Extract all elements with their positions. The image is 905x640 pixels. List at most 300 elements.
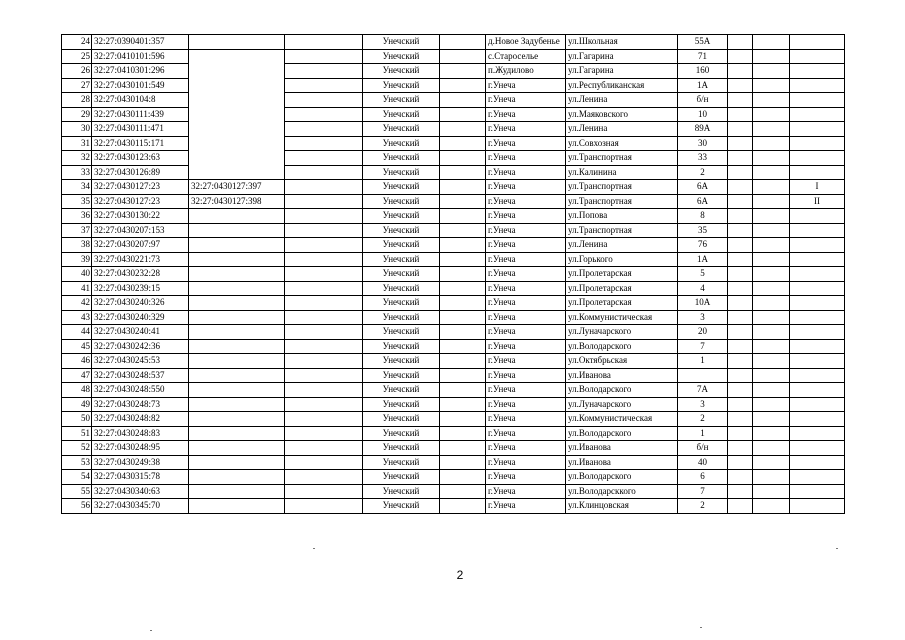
settlement-cell: г.Унеча: [486, 310, 566, 325]
row-number-cell: 39: [62, 252, 92, 267]
row-number-cell: 27: [62, 78, 92, 93]
related-number-cell: [189, 499, 285, 514]
street-cell: ул.Коммунистическая: [566, 310, 678, 325]
settlement-cell: г.Унеча: [486, 455, 566, 470]
empty-cell: [285, 122, 363, 137]
empty-cell: [285, 35, 363, 50]
empty-cell: [753, 136, 790, 151]
row-number-cell: 29: [62, 107, 92, 122]
empty-cell: [728, 267, 753, 282]
cadastral-number-cell: 32:27:0430123:63: [92, 151, 189, 166]
district-cell: Унечский: [363, 296, 440, 311]
table-row: [62, 49, 845, 64]
empty-cell: [753, 310, 790, 325]
row-number-cell: 34: [62, 180, 92, 195]
empty-cell: [440, 383, 486, 398]
related-number-cell: [189, 426, 285, 441]
empty-cell: [285, 484, 363, 499]
empty-cell: [440, 499, 486, 514]
related-number-cell: [189, 455, 285, 470]
street-cell: ул.Попова: [566, 209, 678, 224]
empty-cell: [728, 93, 753, 108]
house-number-cell: 6А: [678, 194, 728, 209]
empty-cell: [753, 383, 790, 398]
empty-cell: [728, 455, 753, 470]
mark-cell: [790, 470, 845, 485]
street-cell: ул.Гагарина: [566, 49, 678, 64]
cadastral-number-cell: 32:27:0430111:439: [92, 107, 189, 122]
street-cell: ул.Октябрьская: [566, 354, 678, 369]
empty-cell: [285, 194, 363, 209]
row-number-cell: 45: [62, 339, 92, 354]
empty-cell: [285, 49, 363, 64]
house-number-cell: 76: [678, 238, 728, 253]
empty-cell: [285, 354, 363, 369]
street-cell: ул.Ленина: [566, 238, 678, 253]
house-number-cell: б/н: [678, 441, 728, 456]
scan-speck: [150, 630, 152, 631]
settlement-cell: г.Унеча: [486, 397, 566, 412]
house-number-cell: 3: [678, 310, 728, 325]
row-number-cell: 44: [62, 325, 92, 340]
settlement-cell: г.Унеча: [486, 281, 566, 296]
district-cell: Унечский: [363, 252, 440, 267]
settlement-cell: г.Унеча: [486, 136, 566, 151]
house-number-cell: 160: [678, 64, 728, 79]
empty-cell: [728, 180, 753, 195]
house-number-cell: 6: [678, 470, 728, 485]
house-number-cell: 55А: [678, 35, 728, 50]
empty-cell: [728, 223, 753, 238]
district-cell: Унечский: [363, 267, 440, 282]
related-number-cell: [189, 325, 285, 340]
empty-cell: [285, 368, 363, 383]
empty-cell: [440, 49, 486, 64]
empty-cell: [440, 339, 486, 354]
empty-cell: [753, 441, 790, 456]
settlement-cell: г.Унеча: [486, 383, 566, 398]
street-cell: ул.Маяковского: [566, 107, 678, 122]
settlement-cell: г.Унеча: [486, 223, 566, 238]
empty-cell: [285, 325, 363, 340]
empty-cell: [753, 107, 790, 122]
table-row: [62, 383, 845, 398]
district-cell: Унечский: [363, 93, 440, 108]
table-row: [62, 64, 845, 79]
mark-cell: [790, 412, 845, 427]
registry-table: [61, 34, 845, 514]
empty-cell: [285, 238, 363, 253]
table-row: [62, 107, 845, 122]
street-cell: ул.Транспортная: [566, 223, 678, 238]
empty-cell: [440, 136, 486, 151]
row-number-cell: 47: [62, 368, 92, 383]
row-number-cell: 24: [62, 35, 92, 50]
mark-cell: [790, 368, 845, 383]
settlement-cell: г.Унеча: [486, 354, 566, 369]
cadastral-number-cell: 32:27:0430248:95: [92, 441, 189, 456]
cadastral-number-cell: 32:27:0430239:15: [92, 281, 189, 296]
house-number-cell: 10: [678, 107, 728, 122]
settlement-cell: г.Унеча: [486, 165, 566, 180]
cadastral-number-cell: 32:27:0390401:357: [92, 35, 189, 50]
empty-cell: [728, 383, 753, 398]
house-number-cell: 20: [678, 325, 728, 340]
cadastral-number-cell: 32:27:0410301:296: [92, 64, 189, 79]
street-cell: ул.Школьная: [566, 35, 678, 50]
empty-cell: [440, 107, 486, 122]
settlement-cell: г.Унеча: [486, 107, 566, 122]
mark-cell: [790, 93, 845, 108]
district-cell: Унечский: [363, 49, 440, 64]
empty-cell: [285, 267, 363, 282]
table-row: [62, 252, 845, 267]
related-number-cell: [189, 35, 285, 50]
empty-cell: [440, 426, 486, 441]
page-number: 2: [456, 568, 464, 582]
street-cell: ул.Володарсккого: [566, 484, 678, 499]
cadastral-number-cell: 32:27:0430248:537: [92, 368, 189, 383]
house-number-cell: 8: [678, 209, 728, 224]
street-cell: ул.Калинина: [566, 165, 678, 180]
mark-cell: [790, 136, 845, 151]
district-cell: Унечский: [363, 107, 440, 122]
district-cell: Унечский: [363, 78, 440, 93]
empty-cell: [728, 281, 753, 296]
table-row: [62, 267, 845, 282]
settlement-cell: г.Унеча: [486, 426, 566, 441]
empty-cell: [753, 35, 790, 50]
empty-cell: [753, 64, 790, 79]
empty-cell: [285, 252, 363, 267]
row-number-cell: 30: [62, 122, 92, 137]
row-number-cell: 46: [62, 354, 92, 369]
house-number-cell: 35: [678, 223, 728, 238]
table-row: [62, 499, 845, 514]
row-number-cell: 56: [62, 499, 92, 514]
row-number-cell: 26: [62, 64, 92, 79]
empty-cell: [285, 339, 363, 354]
empty-cell: [285, 426, 363, 441]
house-number-cell: 1А: [678, 78, 728, 93]
table-row: [62, 151, 845, 166]
cadastral-number-cell: 32:27:0430126:89: [92, 165, 189, 180]
street-cell: ул.Луначарского: [566, 325, 678, 340]
empty-cell: [728, 397, 753, 412]
empty-cell: [728, 470, 753, 485]
empty-cell: [440, 397, 486, 412]
district-cell: Унечский: [363, 484, 440, 499]
district-cell: Унечский: [363, 122, 440, 137]
cadastral-number-cell: 32:27:0430240:326: [92, 296, 189, 311]
empty-cell: [285, 499, 363, 514]
table-row: [62, 165, 845, 180]
street-cell: ул.Иванова: [566, 441, 678, 456]
street-cell: ул.Горького: [566, 252, 678, 267]
empty-cell: [440, 470, 486, 485]
district-cell: Унечский: [363, 455, 440, 470]
empty-cell: [728, 122, 753, 137]
empty-cell: [753, 354, 790, 369]
mark-cell: [790, 383, 845, 398]
empty-cell: [753, 484, 790, 499]
cadastral-number-cell: 32:27:0430207:97: [92, 238, 189, 253]
mark-cell: [790, 484, 845, 499]
empty-cell: [753, 426, 790, 441]
mark-cell: [790, 165, 845, 180]
table-row: [62, 93, 845, 108]
empty-cell: [728, 165, 753, 180]
district-cell: Унечский: [363, 151, 440, 166]
street-cell: ул.Пролетарская: [566, 296, 678, 311]
empty-cell: [440, 325, 486, 340]
table-row: [62, 194, 845, 209]
related-number-cell: [189, 441, 285, 456]
table-row: [62, 339, 845, 354]
empty-cell: [440, 368, 486, 383]
table-row: [62, 368, 845, 383]
house-number-cell: [678, 368, 728, 383]
house-number-cell: 7А: [678, 383, 728, 398]
house-number-cell: 2: [678, 165, 728, 180]
settlement-cell: с.Староселье: [486, 49, 566, 64]
empty-cell: [753, 209, 790, 224]
empty-cell: [440, 194, 486, 209]
empty-cell: [753, 180, 790, 195]
empty-cell: [440, 64, 486, 79]
cadastral-number-cell: 32:27:0430104:8: [92, 93, 189, 108]
empty-cell: [728, 354, 753, 369]
district-cell: Унечский: [363, 339, 440, 354]
row-number-cell: 53: [62, 455, 92, 470]
row-number-cell: 37: [62, 223, 92, 238]
empty-cell: [285, 180, 363, 195]
settlement-cell: г.Унеча: [486, 325, 566, 340]
district-cell: Унечский: [363, 238, 440, 253]
table-row: [62, 455, 845, 470]
table-row: [62, 310, 845, 325]
district-cell: Унечский: [363, 223, 440, 238]
empty-cell: [285, 412, 363, 427]
table-row: [62, 122, 845, 137]
mark-cell: I: [790, 180, 845, 195]
street-cell: ул.Ленина: [566, 93, 678, 108]
empty-cell: [753, 455, 790, 470]
related-number-cell: [189, 354, 285, 369]
district-cell: Унечский: [363, 194, 440, 209]
row-number-cell: 48: [62, 383, 92, 398]
row-number-cell: 38: [62, 238, 92, 253]
row-number-cell: 35: [62, 194, 92, 209]
street-cell: ул.Коммунистическая: [566, 412, 678, 427]
empty-cell: [440, 35, 486, 50]
street-cell: ул.Пролетарская: [566, 267, 678, 282]
empty-cell: [728, 484, 753, 499]
empty-cell: [753, 412, 790, 427]
empty-cell: [728, 107, 753, 122]
empty-cell: [440, 296, 486, 311]
empty-cell: [728, 136, 753, 151]
empty-cell: [440, 455, 486, 470]
empty-cell: [728, 49, 753, 64]
cadastral-number-cell: 32:27:0430248:82: [92, 412, 189, 427]
mark-cell: [790, 499, 845, 514]
empty-cell: [728, 296, 753, 311]
district-cell: Унечский: [363, 426, 440, 441]
empty-cell: [753, 223, 790, 238]
empty-cell: [440, 484, 486, 499]
cadastral-number-cell: 32:27:0430111:471: [92, 122, 189, 137]
house-number-cell: 10А: [678, 296, 728, 311]
house-number-cell: 6А: [678, 180, 728, 195]
empty-cell: [753, 252, 790, 267]
related-number-cell: [189, 267, 285, 282]
mark-cell: [790, 223, 845, 238]
empty-cell: [440, 180, 486, 195]
table-row: [62, 412, 845, 427]
related-number-cell: [189, 310, 285, 325]
empty-cell: [285, 209, 363, 224]
district-cell: Унечский: [363, 412, 440, 427]
settlement-cell: г.Унеча: [486, 484, 566, 499]
empty-cell: [753, 165, 790, 180]
cadastral-number-cell: 32:27:0430340:63: [92, 484, 189, 499]
mark-cell: [790, 339, 845, 354]
empty-cell: [728, 339, 753, 354]
settlement-cell: г.Унеча: [486, 122, 566, 137]
house-number-cell: 5: [678, 267, 728, 282]
cadastral-number-cell: 32:27:0430130:22: [92, 209, 189, 224]
street-cell: ул.Луначарского: [566, 397, 678, 412]
cadastral-number-cell: 32:27:0430245:53: [92, 354, 189, 369]
table-row: [62, 180, 845, 195]
house-number-cell: 30: [678, 136, 728, 151]
district-cell: Унечский: [363, 281, 440, 296]
empty-cell: [753, 93, 790, 108]
table-row: [62, 223, 845, 238]
cadastral-number-cell: 32:27:0430127:23: [92, 194, 189, 209]
district-cell: Унечский: [363, 354, 440, 369]
empty-cell: [753, 151, 790, 166]
mark-cell: II: [790, 194, 845, 209]
row-number-cell: 42: [62, 296, 92, 311]
empty-cell: [285, 107, 363, 122]
settlement-cell: г.Унеча: [486, 368, 566, 383]
related-number-cell: [189, 209, 285, 224]
street-cell: ул.Ленина: [566, 122, 678, 137]
cadastral-number-cell: 32:27:0430248:550: [92, 383, 189, 398]
empty-cell: [753, 238, 790, 253]
mark-cell: [790, 209, 845, 224]
mark-cell: [790, 325, 845, 340]
empty-cell: [753, 78, 790, 93]
empty-cell: [285, 470, 363, 485]
cadastral-number-cell: 32:27:0430221:73: [92, 252, 189, 267]
empty-cell: [285, 93, 363, 108]
mark-cell: [790, 238, 845, 253]
house-number-cell: 1: [678, 354, 728, 369]
cadastral-number-cell: 32:27:0430248:73: [92, 397, 189, 412]
mark-cell: [790, 281, 845, 296]
settlement-cell: п.Жудилово: [486, 64, 566, 79]
related-number-cell: [189, 238, 285, 253]
empty-cell: [728, 238, 753, 253]
settlement-cell: г.Унеча: [486, 151, 566, 166]
street-cell: ул.Володарского: [566, 383, 678, 398]
street-cell: ул.Володарского: [566, 426, 678, 441]
empty-cell: [440, 252, 486, 267]
related-number-cell: [189, 252, 285, 267]
mark-cell: [790, 35, 845, 50]
cadastral-number-cell: 32:27:0430240:329: [92, 310, 189, 325]
empty-cell: [440, 267, 486, 282]
related-number-cell: [189, 484, 285, 499]
mark-cell: [790, 441, 845, 456]
district-cell: Унечский: [363, 368, 440, 383]
street-cell: ул.Гагарина: [566, 64, 678, 79]
house-number-cell: 3: [678, 397, 728, 412]
settlement-cell: г.Унеча: [486, 252, 566, 267]
table-row: [62, 136, 845, 151]
empty-cell: [440, 122, 486, 137]
street-cell: ул.Клинцовская: [566, 499, 678, 514]
empty-cell: [728, 78, 753, 93]
settlement-cell: г.Унеча: [486, 441, 566, 456]
empty-cell: [753, 397, 790, 412]
empty-cell: [285, 296, 363, 311]
district-cell: Унечский: [363, 397, 440, 412]
empty-cell: [728, 426, 753, 441]
related-number-cell: [189, 397, 285, 412]
related-number-cell: [189, 470, 285, 485]
house-number-cell: 7: [678, 339, 728, 354]
mark-cell: [790, 107, 845, 122]
row-number-cell: 32: [62, 151, 92, 166]
empty-cell: [753, 499, 790, 514]
district-cell: Унечский: [363, 325, 440, 340]
row-number-cell: 51: [62, 426, 92, 441]
empty-cell: [753, 194, 790, 209]
district-cell: Унечский: [363, 35, 440, 50]
table-row: [62, 470, 845, 485]
street-cell: ул.Транспортная: [566, 151, 678, 166]
related-number-cell: [189, 383, 285, 398]
related-number-cell: [189, 281, 285, 296]
row-number-cell: 43: [62, 310, 92, 325]
settlement-cell: г.Унеча: [486, 470, 566, 485]
settlement-cell: г.Унеча: [486, 267, 566, 282]
table-row: [62, 426, 845, 441]
empty-cell: [440, 209, 486, 224]
settlement-cell: г.Унеча: [486, 180, 566, 195]
house-number-cell: 40: [678, 455, 728, 470]
table-row: [62, 209, 845, 224]
mark-cell: [790, 310, 845, 325]
street-cell: ул.Республиканская: [566, 78, 678, 93]
house-number-cell: 2: [678, 499, 728, 514]
table-row: [62, 325, 845, 340]
street-cell: ул.Транспортная: [566, 180, 678, 195]
empty-cell: [440, 412, 486, 427]
row-number-cell: 41: [62, 281, 92, 296]
district-cell: Унечский: [363, 180, 440, 195]
related-number-cell: [189, 223, 285, 238]
cadastral-number-cell: 32:27:0430232:28: [92, 267, 189, 282]
row-number-cell: 40: [62, 267, 92, 282]
empty-cell: [728, 35, 753, 50]
settlement-cell: д.Новое Задубенье: [486, 35, 566, 50]
merged-blank-cell: [189, 49, 285, 180]
